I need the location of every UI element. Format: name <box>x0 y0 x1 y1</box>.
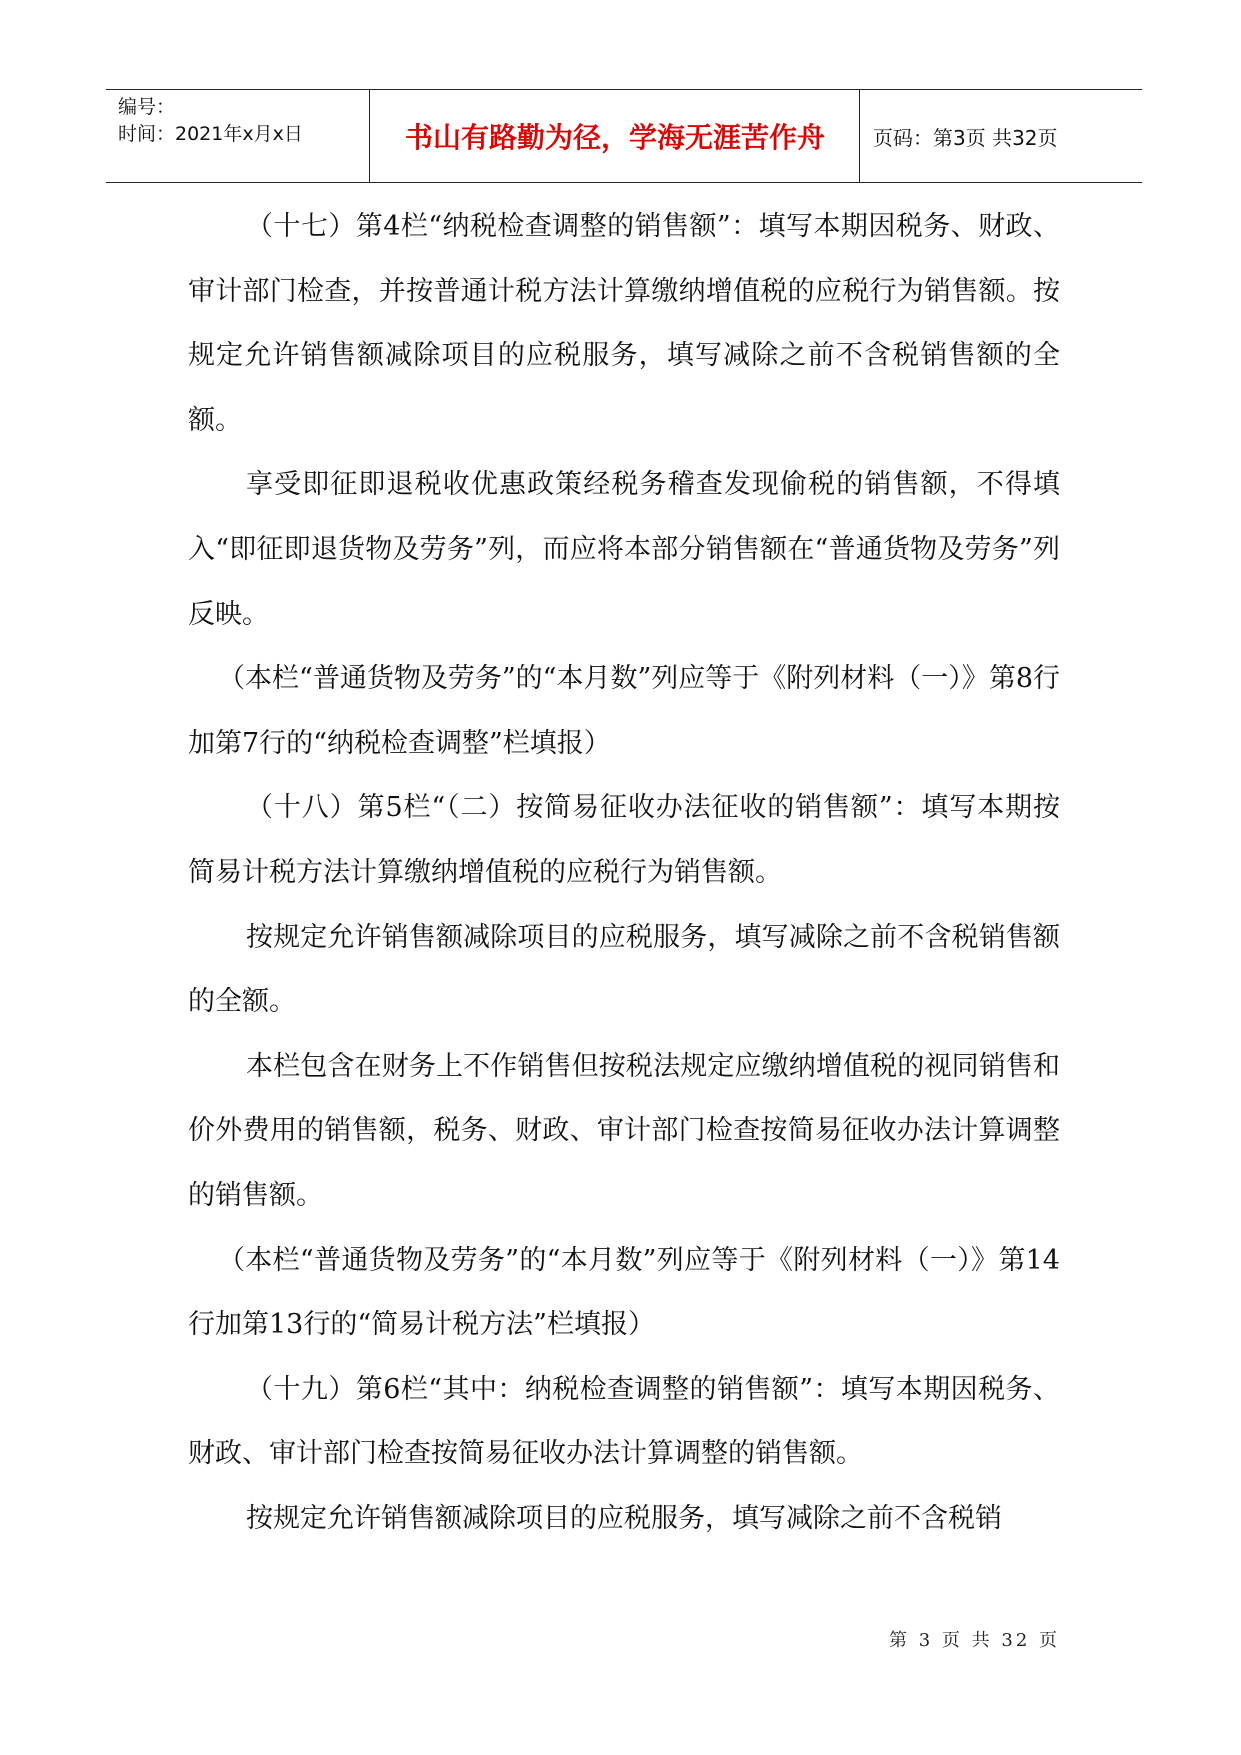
paragraph-tax-refund-note: 享受即征即退税收优惠政策经税务稽查发现偷税的销售额，不得填入“即征即退货物及劳务”列，而应将本部分销售额在“普通货物及劳务”列反映。 <box>188 469 1060 630</box>
paragraph-deduction-rule-2: 按规定允许销售额减除项目的应税服务，填写减除之前不含税销 <box>246 1502 1002 1534</box>
header-divider-right <box>859 90 860 182</box>
document-body <box>188 195 1060 1551</box>
paragraph-section-19: （十九）第6栏“其中：纳税检查调整的销售额”：填写本期因税务、财政、审计部门检查按简易征收办法计算调整的销售额。 <box>188 1373 1060 1470</box>
document-header <box>106 89 1142 183</box>
document-time-label: 时间：2021年x月x日 <box>118 123 303 145</box>
header-page-info: 页码：第3页 共32页 <box>873 125 1058 150</box>
page-footer: 第 3 页 共 32 页 <box>889 1630 1060 1651</box>
paragraph-deemed-sales: 本栏包含在财务上不作销售但按税法规定应缴纳增值税的视同销售和价外费用的销售额，税务、财政、审计部门检查按简易征收办法计算调整的销售额。 <box>188 1050 1060 1211</box>
paragraph-section-17: （十七）第4栏“纳税检查调整的销售额”：填写本期因税务、财政、审计部门检查，并按普通计税方法计算缴纳增值税的应税行为销售额。按规定允许销售额减除项目的应税服务，填写减除之前不含税销售额的全额。 <box>188 211 1060 436</box>
header-motto: 书山有路勤为径，学海无涯苦作舟 <box>404 121 825 154</box>
paragraph-section-18: （十八）第5栏“（二）按简易征收办法征收的销售额”：填写本期按简易计税方法计算缴纳增值税的应税行为销售额。 <box>188 792 1060 888</box>
paragraph-deduction-rule-1: 按规定允许销售额减除项目的应税服务，填写减除之前不含税销售额的全额。 <box>188 921 1060 1018</box>
paragraph-column-note-2: （本栏“普通货物及劳务”的“本月数”列应等于《附列材料（一）》第14行加第13行的“简易计税方法”栏填报） <box>188 1244 1060 1341</box>
header-divider-left <box>369 90 370 182</box>
paragraph-column-note-1: （本栏“普通货物及劳务”的“本月数”列应等于《附列材料（一）》第8行加第7行的“纳税检查调整”栏填报） <box>188 663 1060 759</box>
document-number-label: 编号： <box>118 96 176 118</box>
